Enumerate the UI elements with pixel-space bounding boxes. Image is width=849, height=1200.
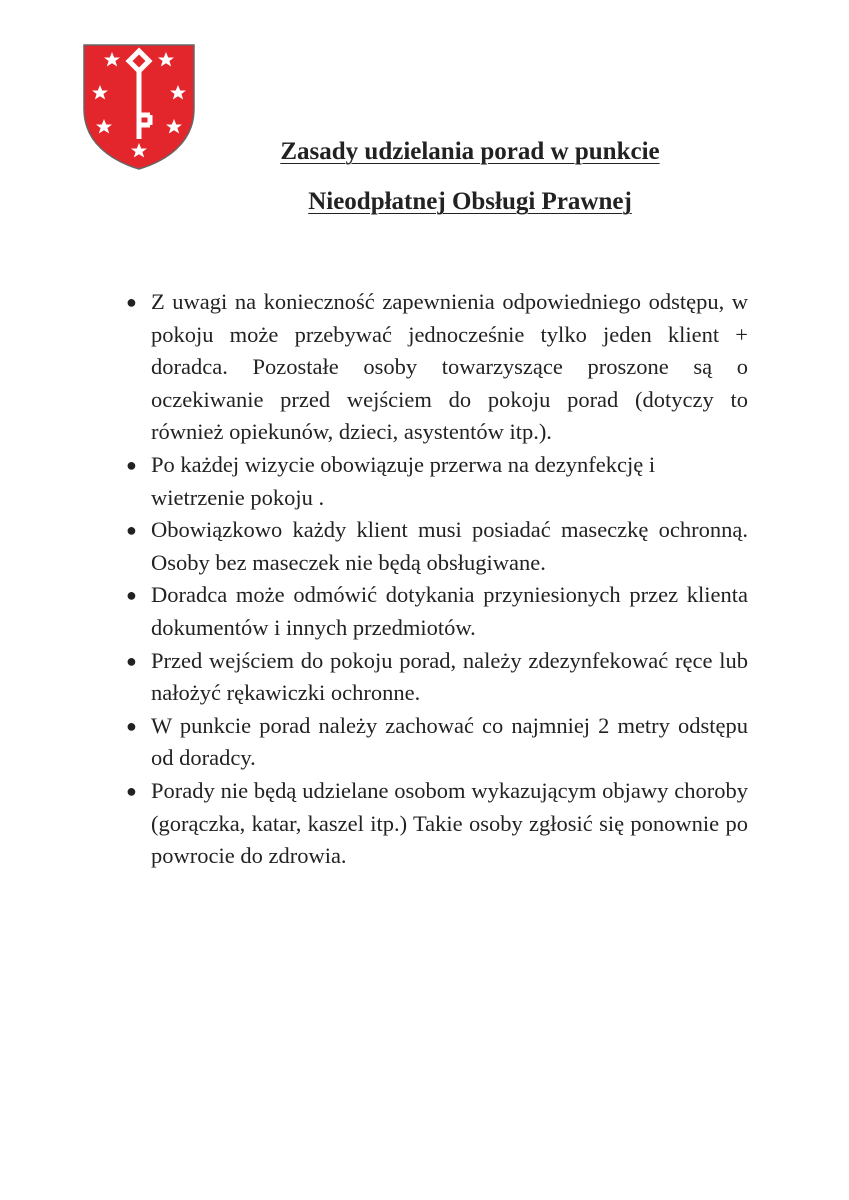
rule-item — [122, 710, 748, 775]
bullet-icon: ● — [126, 292, 137, 312]
rule-item — [122, 514, 748, 579]
bullet-icon: ● — [126, 780, 137, 801]
rule-item — [122, 286, 748, 449]
document-title-line1 — [200, 138, 740, 166]
rules-list — [122, 286, 748, 873]
rule-item — [122, 645, 748, 710]
rule-item — [122, 775, 748, 873]
rule-text: Obowiązkowo każdy klient musi posiadać maseczkę ochronną. Osoby bez maseczek nie będą obsługiwane. — [151, 517, 748, 575]
coat-of-arms — [82, 43, 196, 171]
bullet-icon: ● — [126, 454, 137, 475]
bullet-icon: ● — [126, 650, 137, 671]
rule-text: W punkcie porad należy zachować co najmniej 2 metry odstępu od doradcy. — [151, 712, 748, 771]
bullet-icon: ● — [126, 585, 137, 606]
rule-item — [122, 449, 748, 514]
document-title-line2 — [200, 188, 740, 216]
rule-text: Doradca może odmówić dotykania przyniesionych przez klienta dokumentów i innych przedmiotów. — [151, 582, 748, 640]
bullet-icon: ● — [126, 520, 137, 541]
title-line1-text: Zasady udzielania porad w punkcie — [280, 138, 660, 165]
rule-text: Z uwagi na konieczność zapewnienia odpowiedniego odstępu, w pokoju może przebywać jednocześnie tylko jeden klient + doradca. Pozostałe osoby towarzyszące proszone są o oczekiwanie przed wejściem do pokoju porad (dotyczy to również opiekunów, dzieci, asystentów itp.). — [151, 289, 748, 445]
rule-text: Przed wejściem do pokoju porad, należy zdezynfekować ręce lub nałożyć rękawiczki ochronne. — [151, 647, 748, 706]
title-line2-text: Nieodpłatnej Obsługi Prawnej — [308, 188, 632, 215]
bullet-icon: ● — [126, 715, 137, 736]
rule-text: Porady nie będą udzielane osobom wykazującym objawy choroby (gorączka, katar, kaszel itp.) Takie osoby zgłosić się ponownie po powrocie do zdrowia. — [151, 777, 748, 869]
rule-item — [122, 579, 748, 644]
rule-text: Po każdej wizycie obowiązuje przerwa na dezynfekcję i wietrzenie pokoju . — [151, 451, 656, 510]
